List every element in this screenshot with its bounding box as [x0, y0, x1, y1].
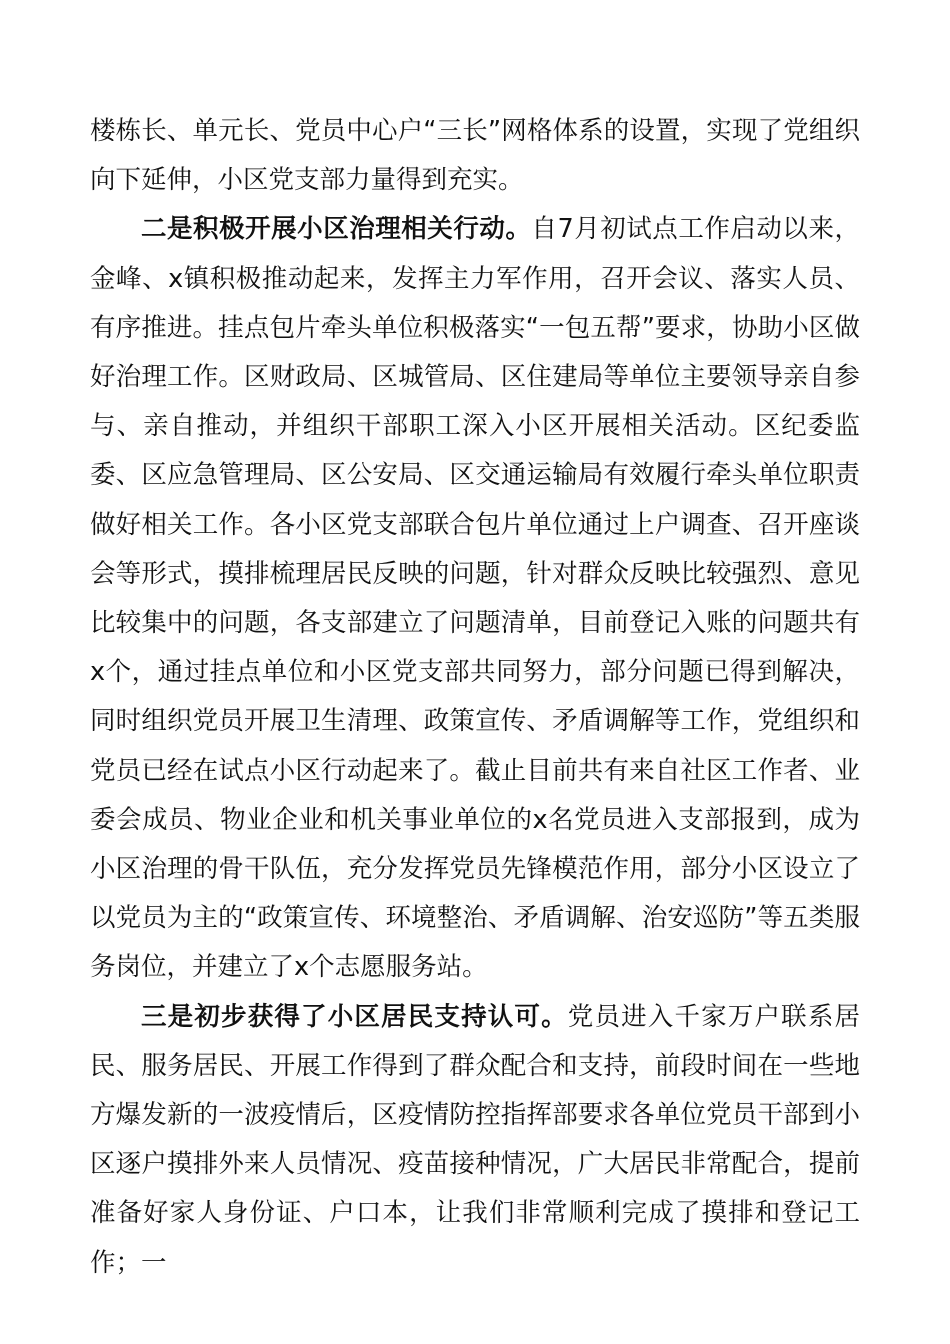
paragraph-heading: 二是积极开展小区治理相关行动。 — [141, 214, 532, 245]
paragraph-resident-support — [90, 993, 860, 1288]
paragraph-governance-actions — [90, 205, 860, 992]
paragraph-text: 党员进入千家万户联系居民、服务居民、开展工作得到了群众配合和支持，前段时间在一些地方爆发新的一波疫情后，区疫情防控指挥部要求各单位党员干部到小区逐户摸排外来人员情况、疫苗接种情况，广大居民非常配合，提前准备好家人身份证、户口本，让我们非常顺利完成了摸排和登记工作；一 — [90, 1001, 860, 1278]
paragraph-text: 自7月初试点工作启动以来，金峰、x镇积极推动起来，发挥主力军作用，召开会议、落实人员、有序推进。挂点包片牵头单位积极落实“一包五帮”要求，协助小区做好治理工作。区财政局、区城管局、区住建局等单位主要领导亲自参与、亲自推动，并组织干部职工深入小区开展相关活动。区纪委监委、区应急管理局、区公安局、区交通运输局有效履行牵头单位职责做好相关工作。各小区党支部联合包片单位通过上户调查、召开座谈会等形式，摸排梳理居民反映的问题，针对群众反映比较强烈、意见比较集中的问题，各支部建立了问题清单，目前登记入账的问题共有x个，通过挂点单位和小区党支部共同努力，部分问题已得到解决，同时组织党员开展卫生清理、政策宣传、矛盾调解等工作，党组织和党员已经在试点小区行动起来了。截止目前共有来自社区工作者、业委会成员、物业企业和机关事业单位的x名党员进入支部报到，成为小区治理的骨干队伍，充分发挥党员先锋模范作用，部分小区设立了以党员为主的“政策宣传、环境整治、矛盾调解、治安巡防”等五类服务岗位，并建立了x个志愿服务站。 — [90, 214, 860, 983]
paragraph-heading: 三是初步获得了小区居民支持认可。 — [141, 1001, 568, 1032]
document-body — [90, 107, 860, 1288]
paragraph-text: 楼栋长、单元长、党员中心户“三长”网格体系的设置，实现了党组织向下延伸，小区党支部力量得到充实。 — [90, 116, 860, 196]
paragraph-continuation — [90, 107, 860, 205]
